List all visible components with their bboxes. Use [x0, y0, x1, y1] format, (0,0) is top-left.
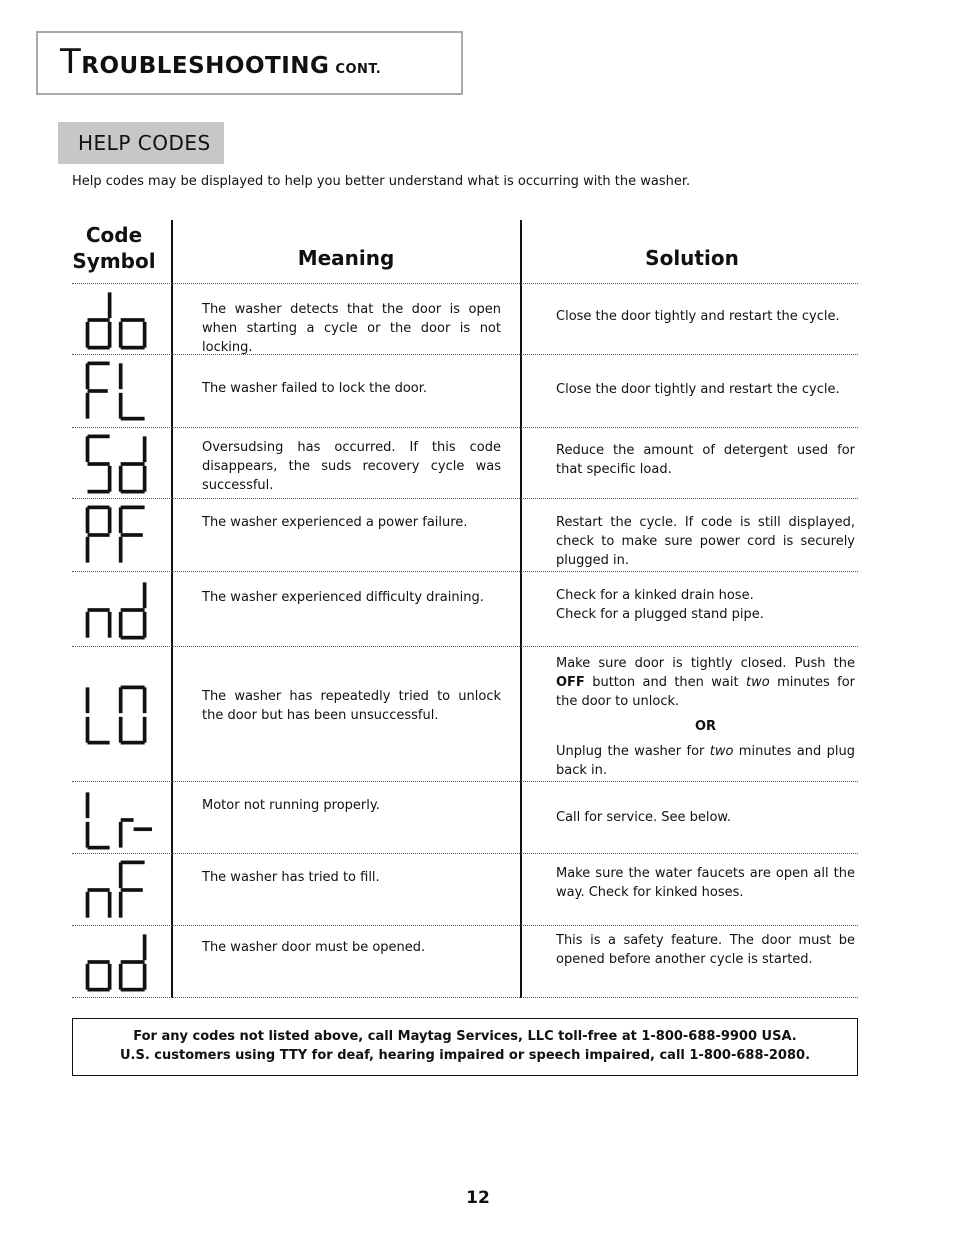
- row-meaning: The washer experienced a power failure.: [202, 515, 468, 530]
- row-solution: Call for service. See below.: [556, 810, 732, 825]
- table-row: [72, 428, 858, 498]
- row-meaning: The washer has tried to fill.: [202, 870, 380, 885]
- code-symbol-fl-icon: [82, 359, 152, 423]
- solution-option-a: [556, 654, 855, 711]
- solution-italic-text: two: [746, 675, 770, 690]
- row-solution: This is a safety feature. The door must be opened before another cycle is started.: [556, 933, 855, 967]
- service-contact-line1: For any codes not listed above, call Maytag Services, LLC toll-free at 1-800-688-9900 USA.: [133, 1029, 797, 1044]
- row-solution: [556, 586, 855, 624]
- page-title: [60, 42, 382, 82]
- title-cont: CONT.: [335, 62, 382, 77]
- table-row: [72, 782, 858, 853]
- row-solution: Close the door tightly and restart the cycle.: [556, 309, 840, 324]
- table-row: [72, 355, 858, 427]
- row-solution: Close the door tightly and restart the cycle.: [556, 382, 840, 397]
- section-title: HELP CODES: [78, 131, 211, 155]
- solution-option-b: [556, 742, 855, 780]
- intro-text: Help codes may be displayed to help you better understand what is occurring with the washer.: [72, 174, 691, 189]
- row-meaning: The washer experienced difficulty draining.: [202, 590, 484, 605]
- table-row: [72, 926, 858, 997]
- column-header-code-line2: Symbol: [72, 249, 156, 273]
- row-meaning: The washer failed to lock the door.: [202, 381, 428, 396]
- table-row: [72, 854, 858, 925]
- row-meaning: The washer detects that the door is open when starting a cycle or the door is not locking.: [202, 302, 501, 355]
- row-solution: Restart the cycle. If code is still displayed, check to make sure power cord is securely plugged in.: [556, 515, 855, 568]
- section-header-help-codes: [58, 122, 224, 164]
- column-header-code-symbol: [72, 222, 156, 274]
- service-contact-notice: [72, 1018, 858, 1076]
- solution-bold-text: OFF: [556, 675, 585, 690]
- code-symbol-pf-icon: [82, 503, 152, 567]
- solution-italic-text: two: [709, 744, 734, 759]
- row-meaning: The washer has repeatedly tried to unlock the door but has been unsuccessful.: [202, 689, 501, 723]
- column-header-solution: Solution: [645, 246, 739, 270]
- solution-line: Check for a plugged stand pipe.: [556, 607, 764, 622]
- code-symbol-do-icon: [82, 288, 152, 352]
- solution-text: button and then wait: [584, 675, 747, 690]
- solution-text: minutes for the door to unlock.: [556, 675, 855, 709]
- service-contact-line2: U.S. customers using TTY for deaf, hearing impaired or speech impaired, call 1-800-688-2080.: [119, 1048, 811, 1063]
- table-row: [72, 499, 858, 571]
- code-symbol-lr-icon: [82, 788, 152, 852]
- code-symbol-nf-icon: [82, 858, 152, 922]
- row-meaning: Motor not running properly.: [202, 798, 380, 813]
- title-rest: ROUBLESHOOTING: [81, 53, 330, 79]
- code-symbol-nd-icon: [82, 578, 152, 642]
- row-solution: [556, 654, 855, 780]
- code-symbol-od-icon: [82, 930, 152, 994]
- code-symbol-lo-icon: [82, 683, 152, 747]
- table-row: [72, 572, 858, 646]
- column-header-code-line1: Code: [85, 223, 143, 247]
- page-number: 12: [466, 1188, 490, 1208]
- solution-text: Make sure door is tightly closed. Push the: [556, 656, 855, 671]
- solution-line: Check for a kinked drain hose.: [556, 588, 754, 603]
- page-title-box: [36, 31, 463, 95]
- solution-text: minutes and plug back in.: [556, 744, 855, 778]
- title-initial: T: [60, 42, 82, 82]
- solution-or: OR: [694, 719, 717, 734]
- row-solution: Make sure the water faucets are open all the way. Check for kinked hoses.: [556, 866, 855, 900]
- solution-text: Unplug the washer for: [556, 744, 710, 759]
- row-solution: Reduce the amount of detergent used for that specific load.: [556, 443, 855, 477]
- code-symbol-sd-icon: [82, 432, 152, 496]
- row-meaning: The washer door must be opened.: [202, 940, 426, 955]
- column-header-meaning: Meaning: [297, 246, 395, 270]
- row-meaning: Oversudsing has occurred. If this code disappears, the suds recovery cycle was successful.: [202, 440, 501, 493]
- row-divider: [72, 997, 858, 998]
- table-row: [72, 647, 858, 781]
- table-row: [72, 284, 858, 354]
